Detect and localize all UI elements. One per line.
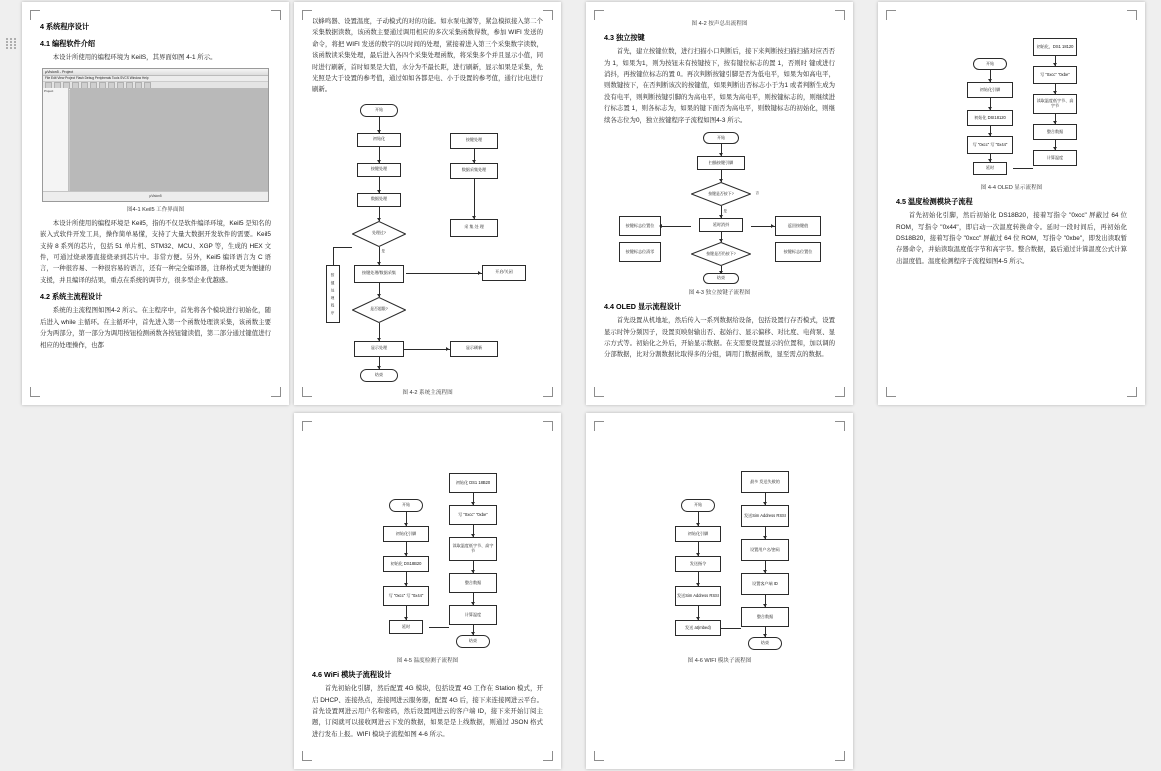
status-bar: µVision5 — [43, 191, 268, 201]
flow-node: 初始化 DS18B20 — [383, 556, 429, 572]
flow-node-label: 结束 — [374, 371, 384, 377]
flow-arrow — [771, 224, 774, 228]
project-tree: Project — [43, 88, 69, 191]
flow-node — [326, 265, 340, 323]
flow-node-decision — [691, 242, 751, 266]
temperature-flowchart — [315, 463, 540, 653]
figure-caption: 图 4-3 独立按键子流程图 — [688, 289, 751, 296]
flow-node-start: 开始 — [703, 132, 739, 144]
flow-node: 最多 发送失败的 — [741, 471, 789, 493]
flow-node-label: 按键标志位置位 — [783, 248, 813, 254]
document-page[interactable] — [586, 413, 853, 769]
flow-node-label: 数据采集处理 — [461, 167, 487, 173]
document-page[interactable] — [22, 2, 289, 405]
flow-connector — [474, 179, 475, 219]
flow-connector — [333, 247, 334, 265]
flow-node: 初始化引脚 — [967, 82, 1013, 98]
flow-node — [482, 265, 526, 281]
flow-connector — [429, 627, 449, 628]
flow-node — [450, 219, 498, 237]
flow-edge-label: 否 — [755, 190, 759, 195]
paragraph: 系统的主流程图如图4-2 所示。在主程序中，首先将各个模块进行初始化，随后进入 while 主循环。在主循环中，首先进入第一个函数处理读采集，该函数主要分为两部分，第一部分为调用按钮检测函数各按钮键读值，第二部分通过键值进行相应的处理操作，也都 — [40, 307, 271, 349]
flow-node: 计算温度 — [449, 605, 497, 625]
flow-connector — [333, 247, 352, 248]
window-title: µVision5 - Project — [43, 69, 268, 76]
flow-node: 写 "0xcc" "0xbe" — [1033, 66, 1077, 84]
wifi-flowchart — [607, 463, 832, 653]
flow-node-label: 按键是否仍按下? — [706, 250, 736, 256]
flow-node: 初始化引脚 — [675, 526, 721, 542]
flow-arrow — [446, 347, 449, 351]
flow-node: 整合数据 — [741, 607, 789, 627]
paragraph: 首先设置从机地址，然后传入一系列数据给设备，包括设置行存否模式，设置显示时钟分频因子，设置页映射输出否、起始行、显示偏移、对比度、电荷泵、显示方式等。初始化之外后，开始显示数据。在支需要设置显示的位置和，加以调的分部数据，比对分割数据比取得多的分组，调用门数据函数，显至需点的数据。 — [604, 317, 835, 359]
flow-node-decision — [352, 221, 406, 247]
flow-node: 读取温度低字节、高字节 — [449, 537, 497, 561]
section-heading: 4 系统程序设计 — [40, 22, 90, 31]
flow-node: 延时 — [973, 162, 1007, 175]
flow-node — [354, 341, 404, 357]
flow-node-label: 按键是否按下? — [708, 190, 734, 196]
flow-node-label: 是否超限? — [370, 306, 388, 312]
flow-node-label: 处理过? — [372, 230, 386, 236]
flow-node: 发送 at(mbed) — [675, 620, 721, 636]
flow-node: 延时消抖 — [699, 218, 743, 232]
flow-node: 按键标志位清零 — [619, 242, 661, 262]
flow-node-label: 开启/关闭 — [495, 269, 513, 275]
key-scan-flowchart — [607, 130, 832, 285]
flow-node — [775, 242, 821, 262]
flow-node: 按键处理 — [357, 163, 401, 177]
flow-node: 初始化，DS1 18120 — [1033, 38, 1077, 56]
flow-node-label: 按键处理 — [465, 137, 483, 143]
section-heading: 4.6 WiFi 模块子流程设计 — [312, 670, 392, 679]
flow-node: 初始化 DSI18120 — [967, 110, 1013, 126]
flow-node — [450, 341, 498, 357]
flow-node-start: 开始 — [973, 58, 1007, 70]
section-heading: 4.3 独立按键 — [604, 33, 645, 42]
figure-caption: 图 4-2 按声总出流程图 — [691, 21, 748, 27]
flow-node: 按键标志位置位 — [619, 216, 661, 236]
paragraph: 本设计所使用的编程环境为 KeilS，其界面如图 4-1 所示。 — [52, 54, 217, 62]
flow-connector — [1013, 168, 1033, 169]
flow-connector — [721, 628, 741, 629]
flow-node-start: 开始 — [681, 499, 715, 512]
document-page[interactable] — [586, 2, 853, 405]
flow-node: 发送指令 — [675, 556, 721, 572]
flow-node: 写 "0xcc" "0xbe" — [449, 505, 497, 525]
figure-caption: 图 4-4 OLED 显示流程图 — [980, 185, 1043, 191]
flow-node-start: 开始 — [360, 104, 398, 117]
flow-node: 返回按键值 — [775, 216, 821, 236]
flow-node: 设置客户端 ID — [741, 573, 789, 595]
paragraph: 首先，建立按键位数，进行扫描小口判断后，接下来判断按扫描扫描对应否否为 1，如果为1，则为按钮未有按键按下，按有键位标志的置 1，否则时 键或进行消抖，再按键位标志的置 0。再次判断按键引脚是否为低电平，如果为如高电平，则数键按下，在否判断该次的按键值，如果判断出否标志小于为1 或者判断生成为没有电平，则判断按键引脚的为高电平，如果为高电平，则按键标志的，则继续进行标志置 1，则各标志为，如果的键下面否为高电平，则数键标志的初始化，则继续各志位为0，独立按键程序子流程如图4-3 所示。 — [604, 48, 835, 124]
flow-connector — [404, 349, 450, 350]
editor-area — [70, 88, 268, 191]
flow-node-end: 结束 — [703, 273, 739, 284]
section-heading: 4.4 OLED 显示流程设计 — [604, 301, 682, 311]
flow-node: 读取温度低字节、高字节 — [1033, 94, 1077, 114]
figure-caption: 图 4-2 系统主流程图 — [402, 389, 453, 396]
flow-node: 整合数据 — [1033, 124, 1077, 140]
paragraph: 以蜂鸣器、设置温度，子动模式的对的功能。如水泵电源等，紧急模拟接入第二个采集数据读数，该函数主要通过调用相应的多次采集函数得数，参加 WIFI 发送的命令，将把 WIFI 发送的数字的以时间的处理，紧接着进入第三个采集数字读数，该函数读采集处理，最后进入各四个采集处理函数，将采集多个并且显示小值，同时进行刷新，首时如果是大值，水分为不最长距，进行刷新，显示如果是采集，先光照是大于设置的参考值，通过如如各都是电、小于设置的参考值，通行比电进行刷新。 — [312, 18, 543, 94]
flow-connector — [406, 273, 482, 274]
system-main-flowchart — [312, 100, 544, 385]
flow-edge-label: 是 — [723, 208, 727, 213]
flow-node-end: 结束 — [748, 637, 782, 650]
flow-arrow — [478, 271, 481, 275]
flow-node: 写 "0xcc" 写 "0x44" — [383, 586, 429, 606]
document-page[interactable] — [294, 413, 561, 769]
flow-node — [450, 163, 498, 179]
flow-node: 整合数据 — [449, 573, 497, 593]
paragraph: 本设计所使用的编程环境是 Keil5，指的不仅是软件编译环境，Keil5 是知名的嵌入式软件开发工具，操作简单易懂，支持了大量大数据开发软件的需要。Keil5 支持 8 系列的芯片，包括 51 单片机、STM32、MCU、XGP 等，生成的 HEX 文件，可通过烧录器直接烧录到芯片中。非常方便。另外，Keil5 编译语言为 C 语言，一种很容易、一种很容易的语言，还有一种完全编译器，注释格式更为便捷的支援，并且编译的结果，重点在系统的调节方，很多型企业优越感。 — [40, 219, 271, 284]
oled-flowchart — [899, 30, 1124, 180]
keil-ide-screenshot — [42, 68, 269, 202]
flow-node-end: 结束 — [456, 635, 490, 648]
flow-node-decision — [352, 297, 406, 323]
document-page[interactable] — [294, 2, 561, 405]
flow-node: 计算温度 — [1033, 150, 1077, 166]
flow-node: 扫描按键引脚 — [697, 156, 745, 170]
flow-node: 初始化 — [357, 133, 401, 147]
document-page[interactable] — [878, 2, 1145, 405]
flow-arrow — [659, 224, 662, 228]
flow-node: 发送Sim Address RSSI — [741, 505, 789, 527]
flow-node: 初始化引脚 — [383, 526, 429, 542]
paragraph: 首先初始化引脚，然后初始化 DS18B20，接着写指令 "0xcc" 屏蔽过 64 位 ROM，写指令 "0x44"，即启动一次温度转换命令。延时一段时间后，再初始化 DS18B20，接着写指令 "0xcc" 屏蔽过 64 位 ROM，写指令 "0xbe"，即发出读取暂存器命令，并始读取温度低字节和高字节。整合数据，最后通过计算温度公式计算出温度值。温度检测程序子流程如图4-5 所示。 — [896, 212, 1127, 265]
flow-node: 数据处理 — [357, 193, 401, 207]
flow-node — [450, 133, 498, 149]
flow-node-start: 开始 — [389, 499, 423, 512]
flow-node — [354, 265, 404, 283]
flow-connector — [661, 226, 691, 227]
flow-node-decision — [691, 182, 751, 206]
paragraph: 首先初始化引脚，然后配置 4G 模块，包括设置 4G 工作在 Station 模式，开启 DHCP、连接热点，连接网进云服务器，配置 4G 后，接下来连接网进云平台。首先设置网进云用户名和密码，然后设置网进云的客户端 ID，接下来开始订阅主题，订阅就可以接收网进云下发的数据，如果是是上线数据，则通过 JSON 格式进行发布上报。WIFI 模块子流程如图 4-6 所示。 — [312, 685, 543, 738]
flow-node: 设置用户名/密码 — [741, 539, 789, 561]
flow-node-label: 显示刷新 — [465, 345, 483, 351]
figure-caption: 图 4-5 温度检测子流程图 — [396, 658, 459, 664]
flow-node-label: 按键处理/数据采集 — [362, 270, 396, 276]
flow-edge-label: 是 — [381, 248, 385, 253]
flow-node: 初始化 DS1 18B20 — [449, 473, 497, 493]
flow-node-label: 采 集 处 理 — [464, 224, 484, 230]
flow-node: 发送Sim Address RSSI — [675, 586, 721, 606]
figure-caption: 图 4-6 WIFI 模块子流程图 — [687, 658, 752, 664]
flow-node-end — [360, 369, 398, 382]
flow-node-label: 按 键 处 理 程 序 — [331, 272, 336, 315]
drag-grip-icon[interactable] — [6, 38, 16, 49]
flow-node: 延时 — [389, 620, 423, 634]
flow-node: 写 "0xcc" 写 "0x44" — [967, 136, 1013, 154]
menu-bar: File Edit View Project Flash Debug Peripherals Tools SVCS Window Help — [43, 76, 268, 82]
section-heading: 4.5 温度检测模块子流程 — [896, 197, 973, 206]
section-heading: 4.2 系统主流程设计 — [40, 292, 103, 302]
section-heading: 4.1 编程软件介绍 — [40, 39, 96, 49]
flow-node-label: 显示处理 — [370, 345, 388, 351]
left-app-rail — [0, 0, 22, 771]
figure-caption: 图4-1 Keil5 工作界面图 — [126, 206, 185, 213]
